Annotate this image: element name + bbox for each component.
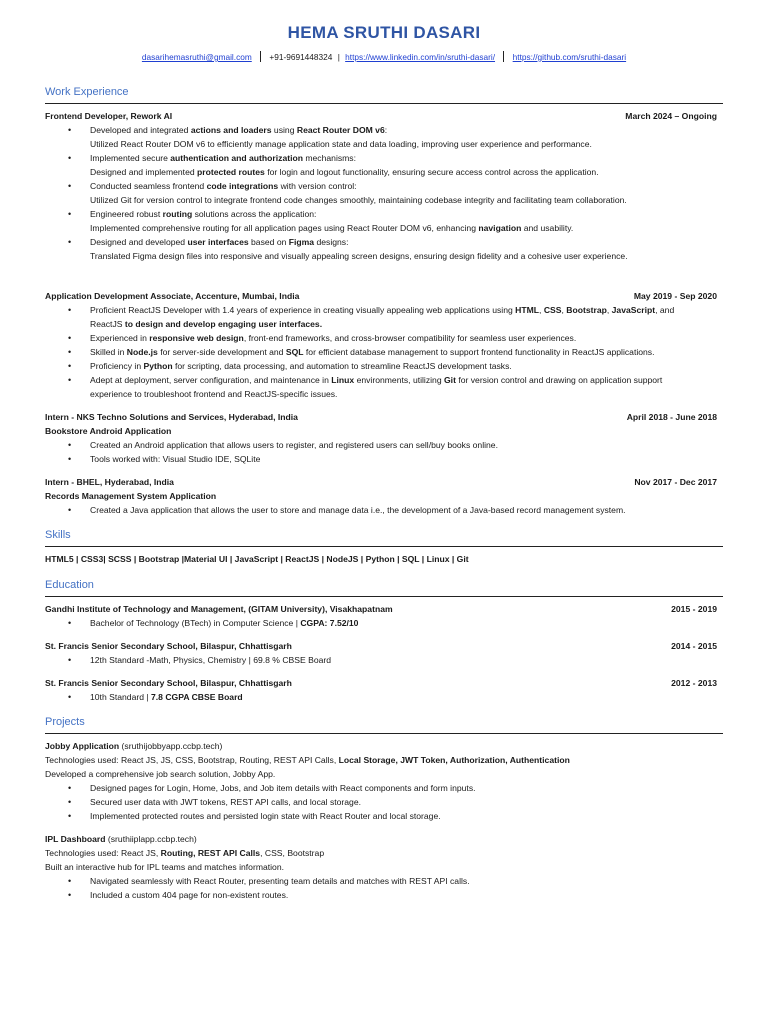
- project-bullets: [45, 781, 723, 823]
- contact-line: dasarihemasruthi@gmail.com +91-9691448324 | https://www.linkedin.com/in/sruthi-dasari/ https://github.com/sruthi-dasari: [141, 52, 627, 62]
- bullet-item: • Proficient ReactJS Developer with 1.4 years of experience in creating visually appealing web applications using HTML, CSS, Bootstrap, JavaScript, and: [45, 303, 723, 317]
- entry-title: St. Francis Senior Secondary School, Bilaspur, Chhattisgarh: [45, 641, 292, 651]
- bullet-item: • Adept at deployment, server configuration, and maintenance in Linux environments, utilizing Git for version control and drawing on application support: [45, 373, 723, 387]
- bullet-item: • Conducted seamless frontend code integrations with version control:: [45, 179, 723, 193]
- spacer: [45, 401, 723, 410]
- bullet-detail: experience to troubleshoot frontend and ReactJS-specific issues.: [90, 389, 338, 399]
- project-name: IPL Dashboard: [45, 834, 106, 844]
- bullet-detail: Utilized Git for version control to integrate frontend code changes smoothly, maintaining codebase integrity and facilitating team collaboration.: [90, 195, 627, 205]
- phone-text: +91-9691448324: [269, 52, 333, 62]
- education-bullets: [45, 616, 723, 630]
- entry-date: April 2018 - June 2018: [626, 412, 717, 422]
- project-entry: [45, 739, 723, 823]
- job-bullets: [45, 303, 723, 401]
- bullet-item: • Created an Android application that allows users to register, and registered users can sell/buy books online.: [45, 438, 723, 452]
- bold-text: Local Storage, JWT Token, Authorization, Authentication: [338, 755, 570, 765]
- project-bullets: [45, 874, 723, 902]
- project-title: Jobby Application (sruthijobbyapp.ccbp.tech): [45, 741, 223, 751]
- entry-date: 2014 - 2015: [671, 641, 717, 651]
- bold-text: authentication and authorization: [170, 153, 303, 163]
- github-link[interactable]: https://github.com/sruthi-dasari: [512, 52, 627, 62]
- bullet-item: • Engineered robust routing solutions across the application:: [45, 207, 723, 221]
- entry-title: Application Development Associate, Accenture, Mumbai, India: [45, 291, 300, 301]
- bullet-item: • Implemented protected routes and persisted login state with React Router and local storage.: [45, 809, 723, 823]
- education-entry: [45, 602, 723, 630]
- bold-text: Python: [143, 361, 173, 371]
- entry-header: [45, 289, 723, 303]
- job-entry: [45, 410, 723, 466]
- bullet-item: • Included a custom 404 page for non-existent routes.: [45, 888, 723, 902]
- bullet-item: • Navigated seamlessly with React Router, presenting team details and matches with REST API calls.: [45, 874, 723, 888]
- spacer: [45, 630, 723, 639]
- section-title-projects: Projects: [45, 716, 85, 728]
- bold-text: Linux: [331, 375, 355, 385]
- linkedin-link[interactable]: https://www.linkedin.com/in/sruthi-dasari/: [345, 52, 496, 62]
- bold-text: navigation: [478, 223, 522, 233]
- projects-list: [45, 739, 723, 902]
- bold-text: code integrations: [206, 181, 279, 191]
- job-bullets: [45, 123, 723, 263]
- project-description: Built an interactive hub for IPL teams and matches information.: [45, 862, 284, 872]
- project-tech: Technologies used: React JS, JS, CSS, Bootstrap, Routing, REST API Calls, Local Storage, JWT Token, Authorization, Authentication: [45, 755, 570, 765]
- project-title: IPL Dashboard (sruthiiplapp.ccbp.tech): [45, 834, 197, 844]
- bullet-detail: Implemented comprehensive routing for all application pages using React Router DOM v6, enhancing navigation and usability.: [90, 223, 574, 233]
- spacer: [45, 823, 723, 832]
- job-entry: [45, 289, 723, 401]
- bullet-detail: Designed and implemented protected routes for login and logout functionality, ensuring secure access control across the application.: [90, 167, 599, 177]
- entry-date: Nov 2017 - Dec 2017: [634, 477, 717, 487]
- bold-text: HTML: [515, 305, 540, 315]
- bold-text: routing: [162, 209, 193, 219]
- spacer: [45, 667, 723, 676]
- entry-date: 2015 - 2019: [671, 604, 717, 614]
- bullet-item: • Tools worked with: Visual Studio IDE, SQLite: [45, 452, 723, 466]
- bullet-detail: Utilized React Router DOM v6 to efficiently manage application state and data loading, improving user experience and performance.: [90, 139, 592, 149]
- divider: [503, 51, 504, 62]
- candidate-name: HEMA SRUTHI DASARI: [287, 23, 481, 42]
- bullet-detail: Translated Figma design files into responsive and visually appealing screen designs, ensuring design fidelity and a cohesive user experience.: [90, 251, 628, 261]
- bold-text: Git: [444, 375, 456, 385]
- job-bullets: [45, 503, 723, 517]
- education-bullets: [45, 653, 723, 667]
- bold-text: user interfaces: [187, 237, 249, 247]
- job-project-name: Records Management System Application: [45, 491, 217, 501]
- entry-header: [45, 475, 723, 489]
- project-description: Developed a comprehensive job search solution, Jobby App.: [45, 769, 276, 779]
- education-entry: [45, 639, 723, 667]
- work-experience-list: [45, 109, 723, 517]
- bold-text: Node.js: [126, 347, 158, 357]
- section-title-education: Education: [45, 579, 94, 591]
- entry-date: May 2019 - Sep 2020: [633, 291, 717, 301]
- bullet-item: • Proficiency in Python for scripting, data processing, and automation to streamline ReactJS development tasks.: [45, 359, 723, 373]
- bullet-item: • Designed and developed user interfaces based on Figma designs:: [45, 235, 723, 249]
- entry-header: [45, 639, 723, 653]
- entry-header: [45, 410, 723, 424]
- section-divider: [45, 546, 723, 547]
- section-divider: [45, 733, 723, 734]
- spacer: [45, 263, 723, 289]
- bullet-item: • Created a Java application that allows the user to store and manage data i.e., the development of a Java-based record management system.: [45, 503, 723, 517]
- bold-text: CSS: [543, 305, 562, 315]
- bold-text: protected routes: [197, 167, 265, 177]
- education-list: [45, 602, 723, 704]
- bullet-item: • Implemented secure authentication and authorization mechanisms:: [45, 151, 723, 165]
- bold-text: 7.8 CGPA CBSE Board: [151, 692, 243, 702]
- job-entry: [45, 109, 723, 263]
- bullet-item: • Bachelor of Technology (BTech) in Computer Science | CGPA: 7.52/10: [45, 616, 723, 630]
- job-bullets: [45, 438, 723, 466]
- entry-header: [45, 109, 723, 123]
- project-entry: [45, 832, 723, 902]
- section-title-work: Work Experience: [45, 86, 129, 98]
- entry-header: [45, 676, 723, 690]
- bold-text: Routing, REST API Calls: [160, 848, 261, 858]
- bullet-detail: ReactJS to design and develop engaging user interfaces.: [90, 319, 323, 329]
- bold-text: to design and develop engaging user interfaces.: [122, 319, 323, 329]
- bold-text: SQL: [285, 347, 304, 357]
- bullet-item: • 10th Standard | 7.8 CGPA CBSE Board: [45, 690, 723, 704]
- section-divider: [45, 596, 723, 597]
- entry-title: Intern - BHEL, Hyderabad, India: [45, 477, 174, 487]
- spacer: [45, 466, 723, 475]
- bold-text: responsive web design: [149, 333, 244, 343]
- email-link[interactable]: dasarihemasruthi@gmail.com: [141, 52, 252, 62]
- education-bullets: [45, 690, 723, 704]
- job-entry: [45, 475, 723, 517]
- job-project-name: Bookstore Android Application: [45, 426, 172, 436]
- bold-text: React Router DOM v6: [296, 125, 385, 135]
- bullet-item: • Experienced in responsive web design, front-end frameworks, and cross-browser compatibility for seamless user experiences.: [45, 331, 723, 345]
- skills-list: HTML5 | CSS3| SCSS | Bootstrap |Material UI | JavaScript | ReactJS | NodeJS | Python | SQL | Linux | Git: [45, 554, 469, 564]
- section-title-skills: Skills: [45, 529, 71, 541]
- bullet-item: • Developed and integrated actions and loaders using React Router DOM v6:: [45, 123, 723, 137]
- entry-date: 2012 - 2013: [671, 678, 717, 688]
- entry-title: Gandhi Institute of Technology and Management, (GITAM University), Visakhapatnam: [45, 604, 393, 614]
- entry-title: St. Francis Senior Secondary School, Bilaspur, Chhattisgarh: [45, 678, 292, 688]
- entry-header: [45, 602, 723, 616]
- section-divider: [45, 103, 723, 104]
- bullet-item: • Skilled in Node.js for server-side development and SQL for efficient database management to support frontend functionality in ReactJS applications.: [45, 345, 723, 359]
- bullet-item: • Secured user data with JWT tokens, REST API calls, and local storage.: [45, 795, 723, 809]
- bold-text: actions and loaders: [190, 125, 272, 135]
- project-tech: Technologies used: React JS, Routing, REST API Calls, CSS, Bootstrap: [45, 848, 325, 858]
- education-entry: [45, 676, 723, 704]
- bold-text: Bootstrap: [566, 305, 607, 315]
- project-name: Jobby Application: [45, 741, 120, 751]
- divider: [260, 51, 261, 62]
- bold-text: Figma: [288, 237, 315, 247]
- bold-text: JavaScript: [611, 305, 656, 315]
- entry-title: Frontend Developer, Rework AI: [45, 111, 173, 121]
- bullet-item: • 12th Standard -Math, Physics, Chemistry | 69.8 % CBSE Board: [45, 653, 723, 667]
- entry-title: Intern - NKS Techno Solutions and Services, Hyderabad, India: [45, 412, 298, 422]
- entry-date: March 2024 – Ongoing: [625, 111, 717, 121]
- bold-text: CGPA: 7.52/10: [300, 618, 359, 628]
- bullet-item: • Designed pages for Login, Home, Jobs, and Job item details with React components and form inputs.: [45, 781, 723, 795]
